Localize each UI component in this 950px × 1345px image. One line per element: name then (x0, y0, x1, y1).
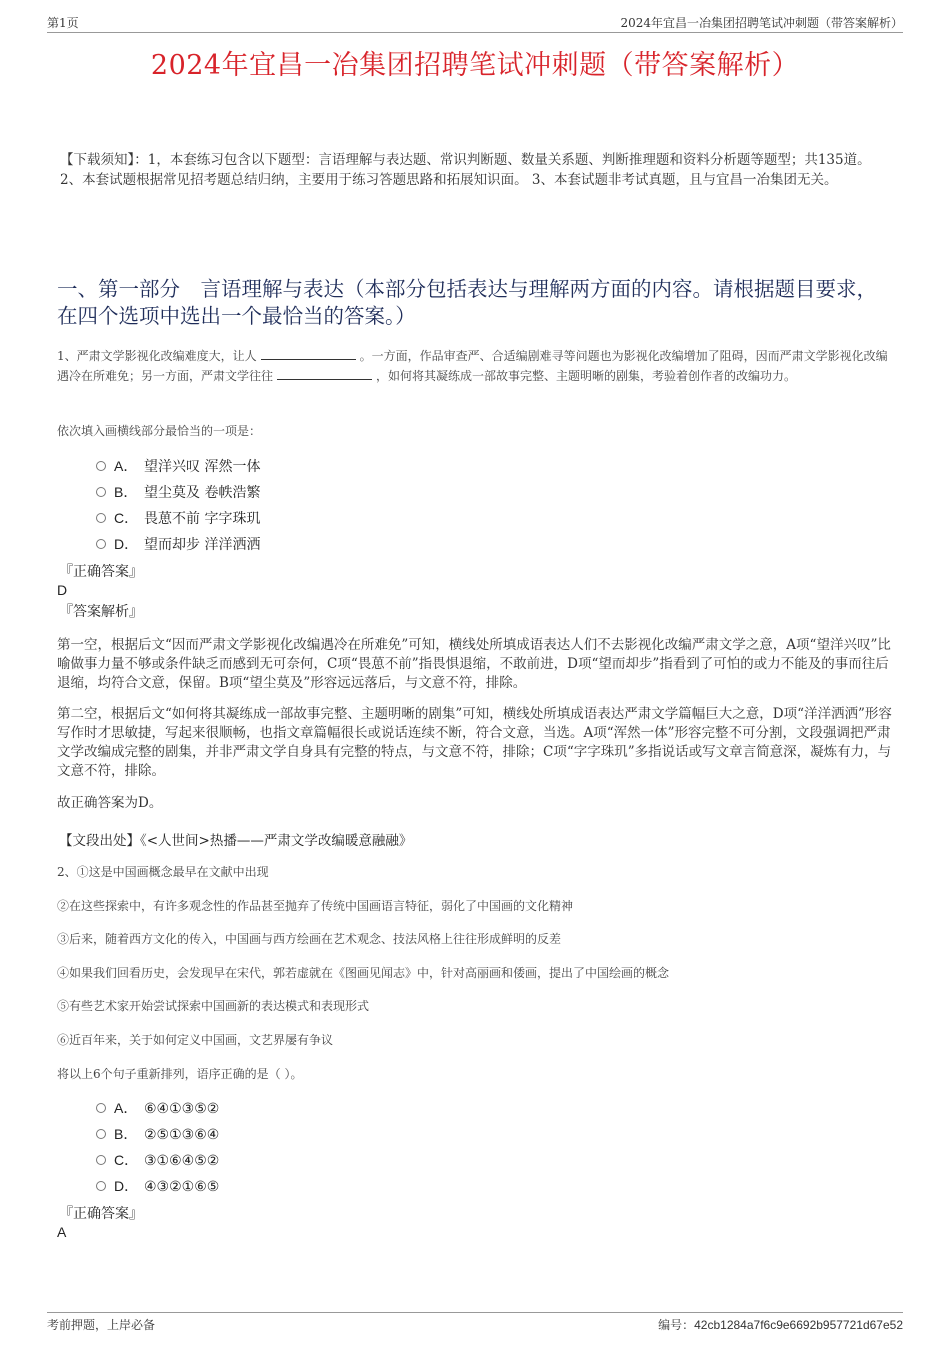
option-letter: A． (114, 458, 138, 474)
option-text: ④③②①⑥⑤ (144, 1179, 220, 1195)
q1-option-a[interactable] (96, 456, 260, 476)
q1-source: 【文段出处】《<人世间>热播——严肃文学改编暖意融融》 (59, 833, 413, 849)
page-footer (47, 1312, 903, 1331)
radio-icon[interactable] (96, 487, 106, 497)
q1-text-3: ，如何将其凝练成一部故事完整、主题明晰的剧集，考验着创作者的改编功力。 (376, 369, 797, 383)
question-1-prompt: 依次填入画横线部分最恰当的一项是： (57, 424, 262, 438)
q1-analysis-conclusion: 故正确答案为D。 (57, 795, 163, 811)
q2-sentence-3: ③后来，随着西方文化的传入，中国画与西方绘画在艺术观念、技法风格上往往形成鲜明的反差 (57, 932, 562, 946)
q1-text-1: 1、严肃文学影视化改编难度大，让人 (57, 349, 257, 363)
radio-icon[interactable] (96, 1129, 106, 1139)
q1-analysis-label: 『答案解析』 (59, 604, 143, 620)
option-text: ③①⑥④⑤② (144, 1153, 220, 1169)
q2-sentence-5: ⑤有些艺术家开始尝试探索中国画新的表达模式和表现形式 (57, 999, 370, 1013)
radio-icon[interactable] (96, 513, 106, 523)
q1-text-2: 。一方面，作品审查严、合适编剧难寻等问题也为影视化改编增加了阻碍，因而严肃文学影视化改编遇冷在所难免；另一方面，严肃文学往往 (57, 349, 888, 383)
option-text: ②⑤①③⑥④ (144, 1127, 220, 1143)
question-1-stem (57, 346, 897, 386)
q1-option-d[interactable] (96, 534, 260, 554)
option-text: 望而却步 洋洋洒洒 (144, 537, 261, 553)
option-letter: A． (114, 1100, 138, 1116)
q2-sentence-6: ⑥近百年来，关于如何定义中国画，文艺界屡有争议 (57, 1033, 334, 1047)
option-letter: D． (114, 1178, 139, 1194)
q1-answer-label: 『正确答案』 (59, 564, 143, 580)
q1-analysis-paragraph-2: 第二空，根据后文“如何将其凝练成一部故事完整、主题明晰的剧集”可知，横线处所填成语表达严肃文学篇幅巨大之意，D项“洋洋洒洒”形容写作时才思敏捷，写起来很顺畅，也指文章篇幅很长或说话连续不断，符合文意，当选。A项“浑然一体”形容完整不可分割，文段强调把严肃文学改编成完整的剧集，并非严肃文学自身具有完整的特点，与文意不符，排除；C项“字字珠玑”多指说话或写文章言简意深，凝炼有力，与文意不符，排除。 (57, 706, 892, 779)
download-notice: 【下载须知】：1，本套练习包含以下题型：言语理解与表达题、常识判断题、数量关系题、判断推理题和资料分析题等题型；共135道。 2、本套试题根据常见招考题总结归纳，主要用于练习答题思路和拓展知识面。 3、本套试题非考试真题，且与宜昌一冶集团无关。 (60, 152, 871, 188)
radio-icon[interactable] (96, 461, 106, 471)
option-letter: D． (114, 536, 139, 552)
option-letter: C． (114, 1152, 139, 1168)
q2-prompt: 将以上6个句子重新排列，语序正确的是（ ）。 (57, 1067, 303, 1081)
q1-option-b[interactable] (96, 482, 260, 502)
radio-icon[interactable] (96, 539, 106, 549)
option-text: 望尘莫及 卷帙浩繁 (144, 485, 261, 501)
page-number: 第1页 (47, 16, 79, 30)
q2-answer: A (57, 1224, 67, 1240)
page-header (47, 14, 903, 33)
option-text: 望洋兴叹 浑然一体 (144, 459, 261, 475)
q2-option-d[interactable] (96, 1176, 219, 1196)
header-doc-title: 2024年宜昌一冶集团招聘笔试冲刺题（带答案解析） (620, 16, 903, 30)
q2-option-c[interactable] (96, 1150, 219, 1170)
code-label: 编号： (658, 1318, 695, 1332)
page-title: 2024年宜昌一冶集团招聘笔试冲刺题（带答案解析） (150, 50, 800, 81)
option-text: ⑥④①③⑤② (144, 1101, 220, 1117)
q1-option-c[interactable] (96, 508, 260, 528)
fill-blank-2 (277, 367, 372, 380)
q2-option-b[interactable] (96, 1124, 219, 1144)
q2-sentence-1: 2、①这是中国画概念最早在文献中出现 (57, 865, 269, 879)
option-text: 畏葸不前 字字珠玑 (144, 511, 261, 527)
fill-blank-1 (261, 347, 356, 360)
q2-sentence-4: ④如果我们回看历史，会发现早在宋代，郭若虚就在《图画见闻志》中，针对高丽画和倭画，提出了中国绘画的概念 (57, 966, 670, 980)
option-letter: B． (114, 484, 138, 500)
q2-sentence-2: ②在这些探索中，有许多观念性的作品甚至抛弃了传统中国画语言特征，弱化了中国画的文化精神 (57, 899, 574, 913)
q2-option-a[interactable] (96, 1098, 219, 1118)
footer-slogan: 考前押题，上岸必备 (47, 1318, 156, 1332)
radio-icon[interactable] (96, 1181, 106, 1191)
footer-code (658, 1316, 903, 1333)
q1-answer: D (57, 582, 68, 598)
radio-icon[interactable] (96, 1155, 106, 1165)
option-letter: B． (114, 1126, 138, 1142)
code-value: 42cb1284a7f6c9e6692b957721d67e52 (694, 1318, 903, 1332)
q2-answer-label: 『正确答案』 (59, 1206, 143, 1222)
radio-icon[interactable] (96, 1103, 106, 1113)
section-heading: 一、第一部分 言语理解与表达（本部分包括表达与理解两方面的内容。请根据题目要求，在四个选项中选出一个最恰当的答案。） (57, 277, 877, 328)
q1-analysis-paragraph-1: 第一空，根据后文“因而严肃文学影视化改编遇冷在所难免”可知，横线处所填成语表达人们不去影视化改编严肃文学之意，A项“望洋兴叹”比喻做事力量不够或条件缺乏而感到无可奈何，C项“畏葸不前”指畏惧退缩，不敢前进，D项“望而却步”指看到了可怕的或力不能及的事而往后退缩，均符合文意，保留。B项“望尘莫及”形容远远落后，与文意不符，排除。 (57, 637, 891, 691)
option-letter: C． (114, 510, 139, 526)
